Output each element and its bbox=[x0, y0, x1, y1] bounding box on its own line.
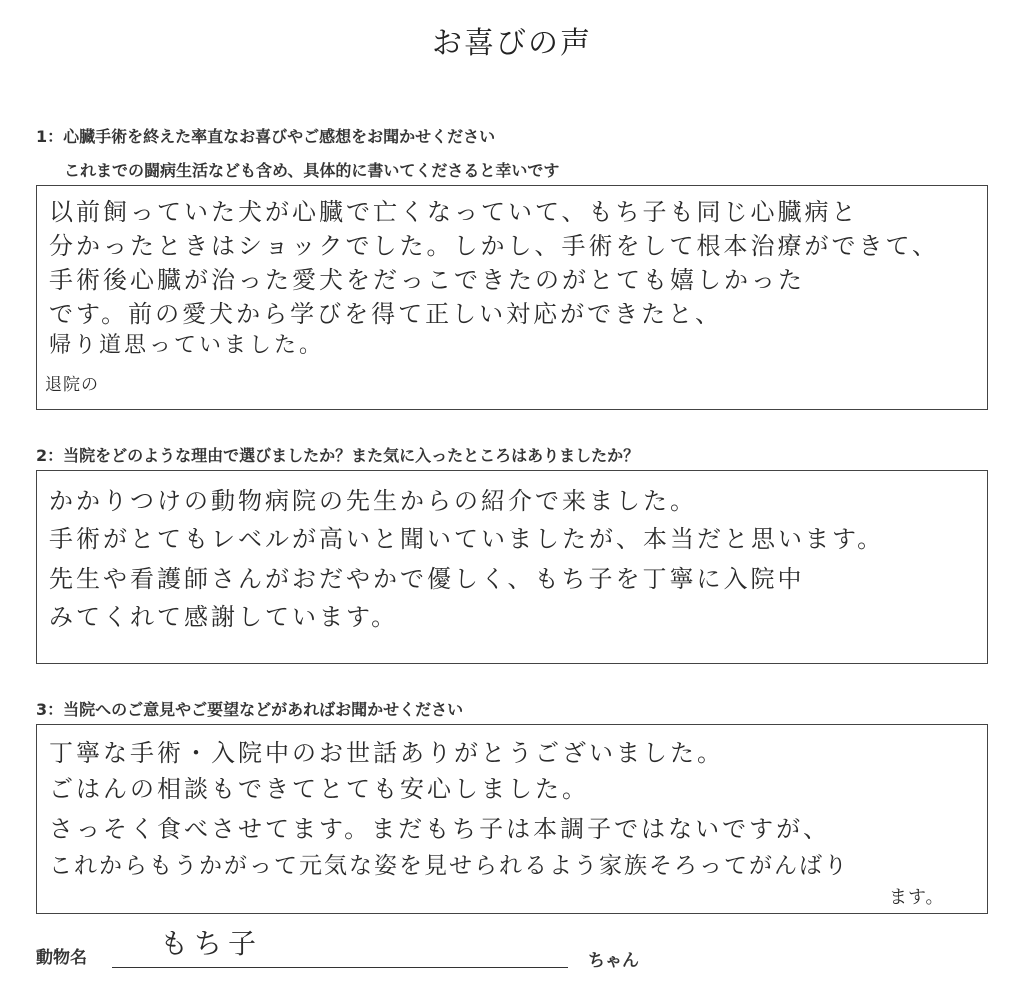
answer-2-line-3: 先生や看護師さんがおだやかで優しく、もち子を丁寧に入院中 bbox=[49, 565, 805, 593]
answer-box-1 bbox=[36, 185, 988, 410]
answer-3-line-3: さっそく食べさせてます。まだもち子は本調子ではないですが、 bbox=[49, 815, 831, 843]
answer-2-line-1: かかりつけの動物病院の先生からの紹介で来ました。 bbox=[49, 487, 697, 515]
question-3-label: 3：当院へのご意見やご要望などがあればお聞かせください bbox=[36, 700, 464, 719]
answer-1-line-1: 以前飼っていた犬が心臓で亡くなっていて、もち子も同じ心臓病と bbox=[49, 198, 859, 226]
question-2-label: 2：当院をどのような理由で選びましたか？また気に入ったところはありましたか？ bbox=[36, 446, 640, 465]
answer-2-line-2: 手術がとてもレベルが高いと聞いていましたが、本当だと思います。 bbox=[49, 525, 885, 553]
question-1-sublabel: これまでの闘病生活なども含め、具体的に書いてくださると幸いです bbox=[64, 161, 560, 180]
answer-3-line-1: 丁寧な手術・入院中のお世話ありがとうございました。 bbox=[49, 739, 724, 767]
answer-2-line-4: みてくれて感謝しています。 bbox=[49, 603, 399, 631]
answer-box-2 bbox=[36, 470, 988, 664]
answer-3-line-5: ます。 bbox=[889, 887, 945, 908]
answer-1-line-4: です。前の愛犬から学びを得て正しい対応ができたと、 bbox=[49, 300, 723, 328]
answer-box-3 bbox=[36, 724, 988, 914]
pet-name-value: もち子 bbox=[160, 927, 263, 960]
pet-name-underline bbox=[112, 967, 568, 968]
answer-3-line-4: これからもうかがって元気な姿を見せられるよう家族そろってがんばり bbox=[49, 853, 849, 879]
pet-name-label: 動物名 bbox=[36, 948, 87, 968]
question-1-label: 1：心臓手術を終えた率直なお喜びやご感想をお聞かせください bbox=[36, 127, 496, 146]
page-title: お喜びの声 bbox=[432, 26, 592, 61]
pet-name-suffix: ちゃん bbox=[588, 951, 639, 971]
answer-3-line-2: ごはんの相談もできてとても安心しました。 bbox=[49, 775, 589, 803]
answer-1-line-6: 退院の bbox=[45, 375, 99, 395]
answer-1-line-2: 分かったときはショックでした。しかし、手術をして根本治療ができて、 bbox=[49, 232, 940, 260]
answer-1-line-5: 帰り道思っていました。 bbox=[49, 333, 325, 358]
answer-1-line-3: 手術後心臓が治った愛犬をだっこできたのがとても嬉しかった bbox=[49, 266, 805, 294]
